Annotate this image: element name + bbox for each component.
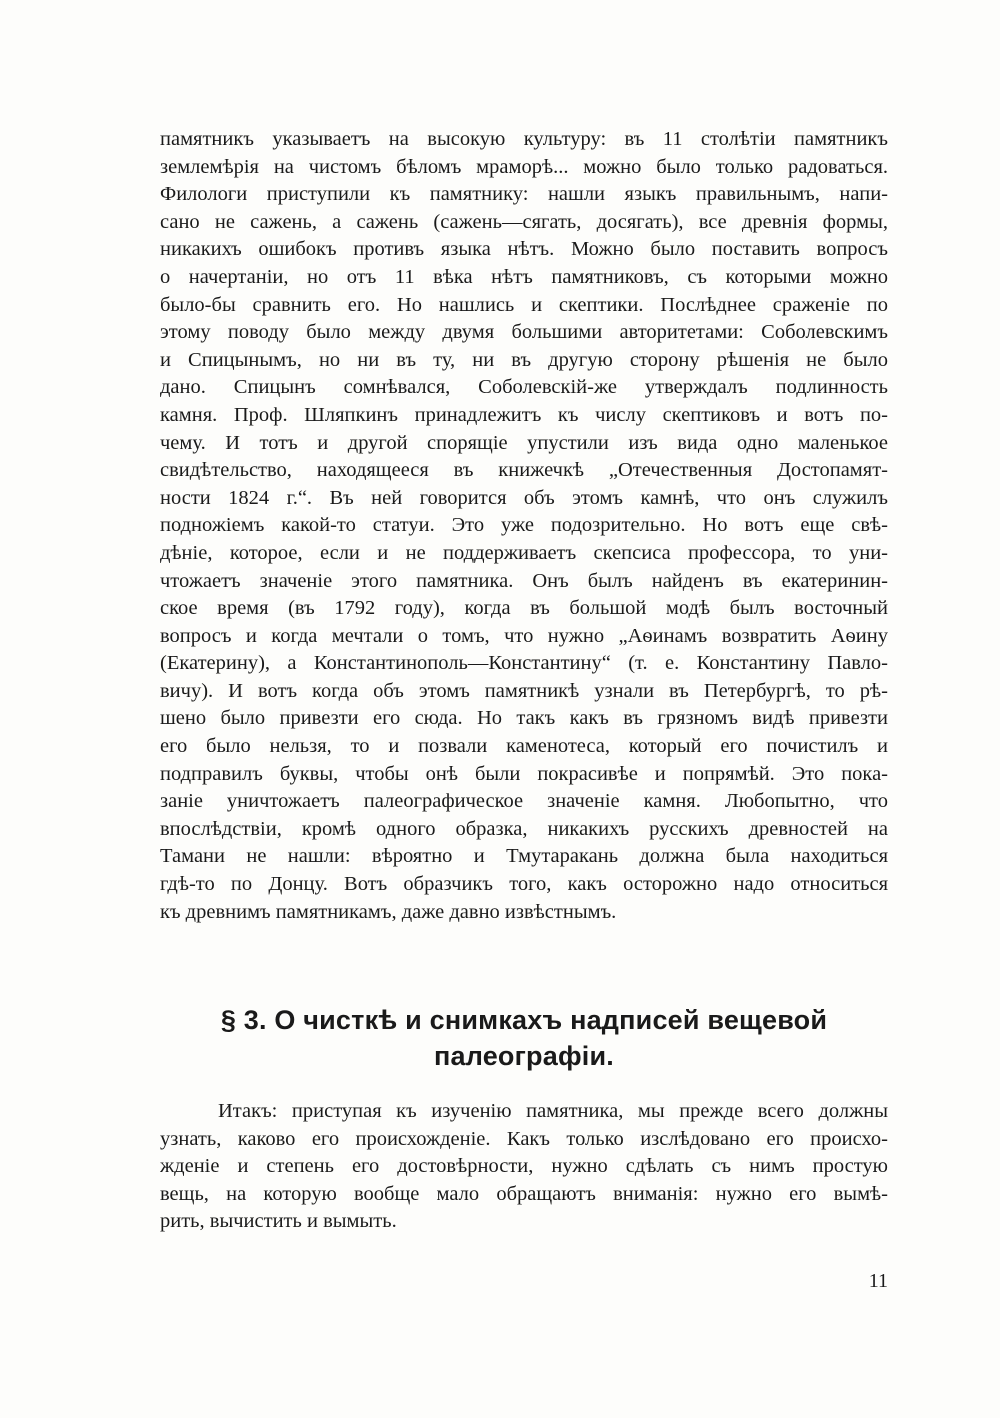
paragraph-2 [160, 1098, 888, 1236]
section-heading-line: § 3. О чисткѣ и снимкахъ надписей вещевой [220, 1005, 828, 1035]
text-line: камня. Проф. Шляпкинъ принадлежитъ къ числу скептиковъ и вотъ по- [160, 403, 888, 426]
text-line: никакихъ ошибокъ противъ языка нѣтъ. Можно было поставить вопросъ [160, 238, 888, 261]
section-heading [160, 1002, 888, 1074]
text-line: заніе уничтожаетъ палеографическое значеніе камня. Любопытно, что [160, 790, 888, 813]
section-heading-line: палеографіи. [433, 1041, 614, 1071]
text-line: узнать, каково его происхожденіе. Какъ только изслѣдовано его происхо- [160, 1127, 888, 1150]
text-line: чтожаетъ значеніе этого памятника. Онъ былъ найденъ въ екатеринин- [160, 569, 888, 592]
text-line: подправилъ буквы, чтобы онѣ были покрасивѣе и попрямѣй. Это пока- [160, 762, 888, 785]
text-line: дѣніе, которое, если и не поддерживаетъ скепсиса профессора, то уни- [160, 541, 888, 564]
text-line: (Екатерину), а Константинополь—Константину“ (т. е. Константину Павло- [160, 652, 888, 675]
text-line: дано. Спицынъ сомнѣвался, Соболевскій-же утверждалъ подлинность [160, 376, 888, 399]
text-line: гдѣ-то по Донцу. Вотъ образчикъ того, какъ осторожно надо относиться [160, 873, 888, 896]
text-line: жденіе и степень его достовѣрности, нужно сдѣлать съ нимъ простую [160, 1155, 888, 1178]
text-line: Итакъ: приступая къ изученію памятника, мы прежде всего должны [218, 1100, 888, 1122]
text-line: къ древнимъ памятникамъ, даже давно извѣстнымъ. [160, 900, 617, 923]
text-line: ское время (въ 1792 году), когда въ большой модѣ былъ восточный [160, 597, 888, 620]
text-line: свидѣтельство, находящееся въ книжечкѣ „Отечественныя Достопамят- [160, 459, 888, 482]
text-line: этому поводу было между двумя большими авторитетами: Соболевскимъ [160, 321, 888, 344]
text-line: землемѣрія на чистомъ бѣломъ мраморѣ... можно было только радоваться. [160, 155, 888, 178]
text-line: вещь, на которую вообще мало обращаютъ вниманія: нужно его вымѣ- [160, 1182, 888, 1205]
text-line: сано не сажень, а сажень (сажень—сягать, досягать), все древнія формы, [160, 210, 888, 233]
text-line: шено было привезти его сюда. Но такъ какъ въ грязномъ видѣ привезти [160, 707, 888, 730]
text-line: Тамани не нашли: вѣроятно и Тмутаракань должна была находиться [160, 845, 888, 868]
text-line: чему. И тотъ и другой спорящіе упустили изъ вида одно маленькое [160, 431, 888, 454]
text-line: было-бы сравнить его. Но нашлись и скептики. Послѣднее сраженіе по [160, 293, 888, 316]
text-line: подножіемъ какой-то статуи. Это уже подозрительно. Но вотъ еще свѣ- [160, 514, 888, 537]
text-line: ности 1824 г.“. Въ ней говорится объ этомъ камнѣ, что онъ служилъ [160, 486, 888, 509]
paragraph-1 [160, 126, 888, 926]
text-line: и Спицынымъ, но ни въ ту, ни въ другую сторону рѣшенія не было [160, 348, 888, 371]
text-line: памятникъ указываетъ на высокую культуру: въ 11 столѣтіи памятникъ [160, 128, 888, 150]
text-line: вопросъ и когда мечтали о томъ, что нужно „Аѳинамъ возвратить Аѳину [160, 624, 888, 647]
text-line: впослѣдствіи, кромѣ одного образка, никакихъ русскихъ древностей на [160, 817, 888, 840]
text-line: Филологи приступили къ памятнику: нашли языкъ правильнымъ, напи- [160, 183, 888, 206]
page-number: 11 [868, 1270, 888, 1292]
text-line: рить, вычистить и вымыть. [160, 1210, 397, 1233]
text-line: вичу). И вотъ когда объ этомъ памятникѣ узнали въ Петербургѣ, то рѣ- [160, 679, 888, 702]
text-line: его было нельзя, то и позвали каменотеса, который его почистилъ и [160, 735, 888, 758]
text-line: о начертаніи, но отъ 11 вѣка нѣтъ памятниковъ, съ которыми можно [160, 265, 888, 288]
